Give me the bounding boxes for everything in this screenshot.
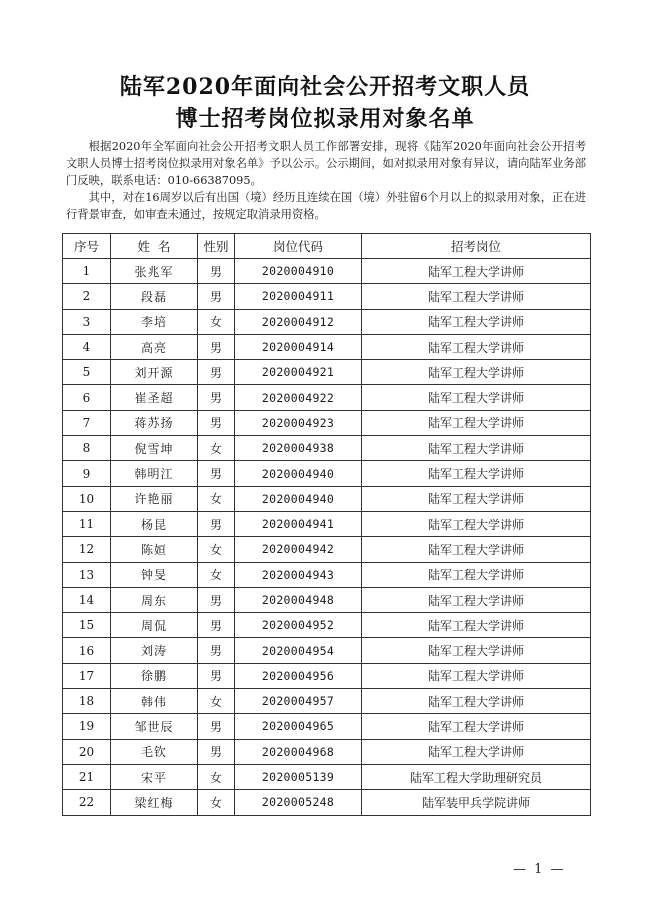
cell-gender: 女 xyxy=(198,537,235,562)
header-serial-number: 序号 xyxy=(63,234,111,259)
table-row xyxy=(63,309,591,334)
cell-position-code: 2020004952 xyxy=(235,613,362,638)
document-title-line-1: 陆军2020年面向社会公开招考文职人员 xyxy=(119,74,531,100)
cell-gender: 男 xyxy=(198,714,235,739)
cell-position-code: 2020004910 xyxy=(235,259,362,284)
cell-position-title: 陆军工程大学讲师 xyxy=(362,259,591,284)
cell-position-code: 2020004940 xyxy=(235,486,362,511)
cell-gender: 女 xyxy=(198,562,235,587)
cell-serial-number: 12 xyxy=(63,537,111,562)
cell-serial-number: 3 xyxy=(63,309,111,334)
cell-serial-number: 9 xyxy=(63,461,111,486)
cell-position-code: 2020004965 xyxy=(235,714,362,739)
cell-position-title: 陆军工程大学讲师 xyxy=(362,638,591,663)
cell-position-code: 2020004956 xyxy=(235,663,362,688)
cell-name: 崔圣超 xyxy=(111,385,198,410)
cell-serial-number: 4 xyxy=(63,334,111,359)
cell-position-title: 陆军工程大学讲师 xyxy=(362,587,591,612)
table-row xyxy=(63,259,591,284)
cell-gender: 男 xyxy=(198,638,235,663)
page-number: — 1 — xyxy=(513,862,566,877)
cell-serial-number: 2 xyxy=(63,284,111,309)
cell-name: 邹世辰 xyxy=(111,714,198,739)
cell-gender: 男 xyxy=(198,360,235,385)
cell-gender: 女 xyxy=(198,436,235,461)
table-row xyxy=(63,284,591,309)
cell-position-code: 2020004940 xyxy=(235,461,362,486)
cell-name: 许艳丽 xyxy=(111,486,198,511)
cell-position-title: 陆军工程大学讲师 xyxy=(362,436,591,461)
cell-position-title: 陆军工程大学讲师 xyxy=(362,562,591,587)
cell-serial-number: 20 xyxy=(63,739,111,764)
cell-gender: 女 xyxy=(198,486,235,511)
cell-position-title: 陆军工程大学讲师 xyxy=(362,486,591,511)
cell-name: 张兆军 xyxy=(111,259,198,284)
cell-gender: 男 xyxy=(198,461,235,486)
cell-serial-number: 13 xyxy=(63,562,111,587)
cell-position-code: 2020004957 xyxy=(235,689,362,714)
table-row xyxy=(63,537,591,562)
cell-serial-number: 5 xyxy=(63,360,111,385)
cell-gender: 男 xyxy=(198,385,235,410)
table-row xyxy=(63,613,591,638)
header-position-title: 招考岗位 xyxy=(362,234,591,259)
cell-position-code: 2020005248 xyxy=(235,790,362,815)
table-row xyxy=(63,689,591,714)
cell-name: 钟旻 xyxy=(111,562,198,587)
cell-gender: 女 xyxy=(198,764,235,789)
cell-gender: 男 xyxy=(198,739,235,764)
cell-gender: 女 xyxy=(198,689,235,714)
cell-position-title: 陆军工程大学讲师 xyxy=(362,461,591,486)
cell-serial-number: 1 xyxy=(63,259,111,284)
cell-gender: 女 xyxy=(198,790,235,815)
cell-position-code: 2020004968 xyxy=(235,739,362,764)
cell-name: 周东 xyxy=(111,587,198,612)
cell-position-title: 陆军工程大学讲师 xyxy=(362,334,591,359)
cell-position-title: 陆军工程大学讲师 xyxy=(362,613,591,638)
cell-position-title: 陆军工程大学讲师 xyxy=(362,663,591,688)
cell-serial-number: 7 xyxy=(63,410,111,435)
cell-name: 陈姮 xyxy=(111,537,198,562)
cell-name: 刘开源 xyxy=(111,360,198,385)
cell-serial-number: 8 xyxy=(63,436,111,461)
table-row xyxy=(63,511,591,536)
cell-position-code: 2020004954 xyxy=(235,638,362,663)
cell-position-code: 2020004948 xyxy=(235,587,362,612)
table-row xyxy=(63,410,591,435)
header-name: 姓 名 xyxy=(111,234,198,259)
cell-serial-number: 18 xyxy=(63,689,111,714)
cell-name: 段磊 xyxy=(111,284,198,309)
table-row xyxy=(63,739,591,764)
cell-position-title: 陆军装甲兵学院讲师 xyxy=(362,790,591,815)
cell-gender: 男 xyxy=(198,663,235,688)
table-row xyxy=(63,562,591,587)
cell-gender: 男 xyxy=(198,284,235,309)
cell-serial-number: 11 xyxy=(63,511,111,536)
cell-position-title: 陆军工程大学讲师 xyxy=(362,739,591,764)
cell-serial-number: 15 xyxy=(63,613,111,638)
table-row xyxy=(63,764,591,789)
cell-position-code: 2020004911 xyxy=(235,284,362,309)
cell-position-title: 陆军工程大学讲师 xyxy=(362,714,591,739)
cell-position-code: 2020004912 xyxy=(235,309,362,334)
header-gender: 性别 xyxy=(198,234,235,259)
cell-name: 杨昆 xyxy=(111,511,198,536)
cell-gender: 男 xyxy=(198,410,235,435)
table-header-row xyxy=(63,234,591,259)
cell-position-title: 陆军工程大学讲师 xyxy=(362,689,591,714)
cell-position-code: 2020004943 xyxy=(235,562,362,587)
cell-position-title: 陆军工程大学讲师 xyxy=(362,309,591,334)
cell-position-code: 2020004922 xyxy=(235,385,362,410)
cell-position-title: 陆军工程大学讲师 xyxy=(362,537,591,562)
cell-name: 徐鹏 xyxy=(111,663,198,688)
cell-position-code: 2020004921 xyxy=(235,360,362,385)
cell-gender: 男 xyxy=(198,259,235,284)
cell-position-code: 2020005139 xyxy=(235,764,362,789)
cell-gender: 男 xyxy=(198,613,235,638)
table-row xyxy=(63,436,591,461)
intro-paragraph-2: 其中，对在16周岁以后有出国（境）经历且连续在国（境）外驻留6个月以上的拟录用对象，正在进行背景审查，如审查未通过，按规定取消录用资格。 xyxy=(66,191,586,221)
cell-position-title: 陆军工程大学讲师 xyxy=(362,360,591,385)
table-row xyxy=(63,587,591,612)
table-row xyxy=(63,461,591,486)
cell-serial-number: 6 xyxy=(63,385,111,410)
cell-name: 韩明江 xyxy=(111,461,198,486)
cell-gender: 男 xyxy=(198,587,235,612)
cell-name: 倪雪坤 xyxy=(111,436,198,461)
cell-name: 宋平 xyxy=(111,764,198,789)
cell-gender: 男 xyxy=(198,334,235,359)
cell-position-title: 陆军工程大学讲师 xyxy=(362,410,591,435)
table-row xyxy=(63,638,591,663)
cell-serial-number: 19 xyxy=(63,714,111,739)
cell-serial-number: 17 xyxy=(63,663,111,688)
cell-position-title: 陆军工程大学讲师 xyxy=(362,284,591,309)
cell-position-title: 陆军工程大学助理研究员 xyxy=(362,764,591,789)
candidate-table xyxy=(62,233,591,816)
cell-position-code: 2020004938 xyxy=(235,436,362,461)
header-position-code: 岗位代码 xyxy=(235,234,362,259)
cell-name: 毛钦 xyxy=(111,739,198,764)
cell-name: 周侃 xyxy=(111,613,198,638)
table-row xyxy=(63,385,591,410)
cell-name: 梁红梅 xyxy=(111,790,198,815)
cell-name: 蒋苏扬 xyxy=(111,410,198,435)
document-title-line-2: 博士招考岗位拟录用对象名单 xyxy=(175,106,475,132)
cell-position-code: 2020004941 xyxy=(235,511,362,536)
cell-name: 韩伟 xyxy=(111,689,198,714)
intro-paragraph-1: 根据2020年全军面向社会公开招考文职人员工作部署安排，现将《陆军2020年面向社会公开招考文职人员博士招考岗位拟录用对象名单》予以公示。公示期间，如对拟录用对象有异议，请向陆军业务部门反映，联系电话：010-66387095。 xyxy=(66,140,586,187)
cell-position-title: 陆军工程大学讲师 xyxy=(362,385,591,410)
cell-serial-number: 22 xyxy=(63,790,111,815)
cell-name: 高亮 xyxy=(111,334,198,359)
cell-name: 李培 xyxy=(111,309,198,334)
table-row xyxy=(63,714,591,739)
table-row xyxy=(63,360,591,385)
table-row xyxy=(63,790,591,815)
cell-position-code: 2020004923 xyxy=(235,410,362,435)
cell-position-code: 2020004942 xyxy=(235,537,362,562)
cell-serial-number: 21 xyxy=(63,764,111,789)
cell-position-title: 陆军工程大学讲师 xyxy=(362,511,591,536)
cell-position-code: 2020004914 xyxy=(235,334,362,359)
table-row xyxy=(63,663,591,688)
table-row xyxy=(63,334,591,359)
cell-gender: 男 xyxy=(198,511,235,536)
table-row xyxy=(63,486,591,511)
cell-name: 刘涛 xyxy=(111,638,198,663)
cell-serial-number: 14 xyxy=(63,587,111,612)
cell-serial-number: 16 xyxy=(63,638,111,663)
intro-text xyxy=(66,138,586,223)
cell-serial-number: 10 xyxy=(63,486,111,511)
cell-gender: 女 xyxy=(198,309,235,334)
